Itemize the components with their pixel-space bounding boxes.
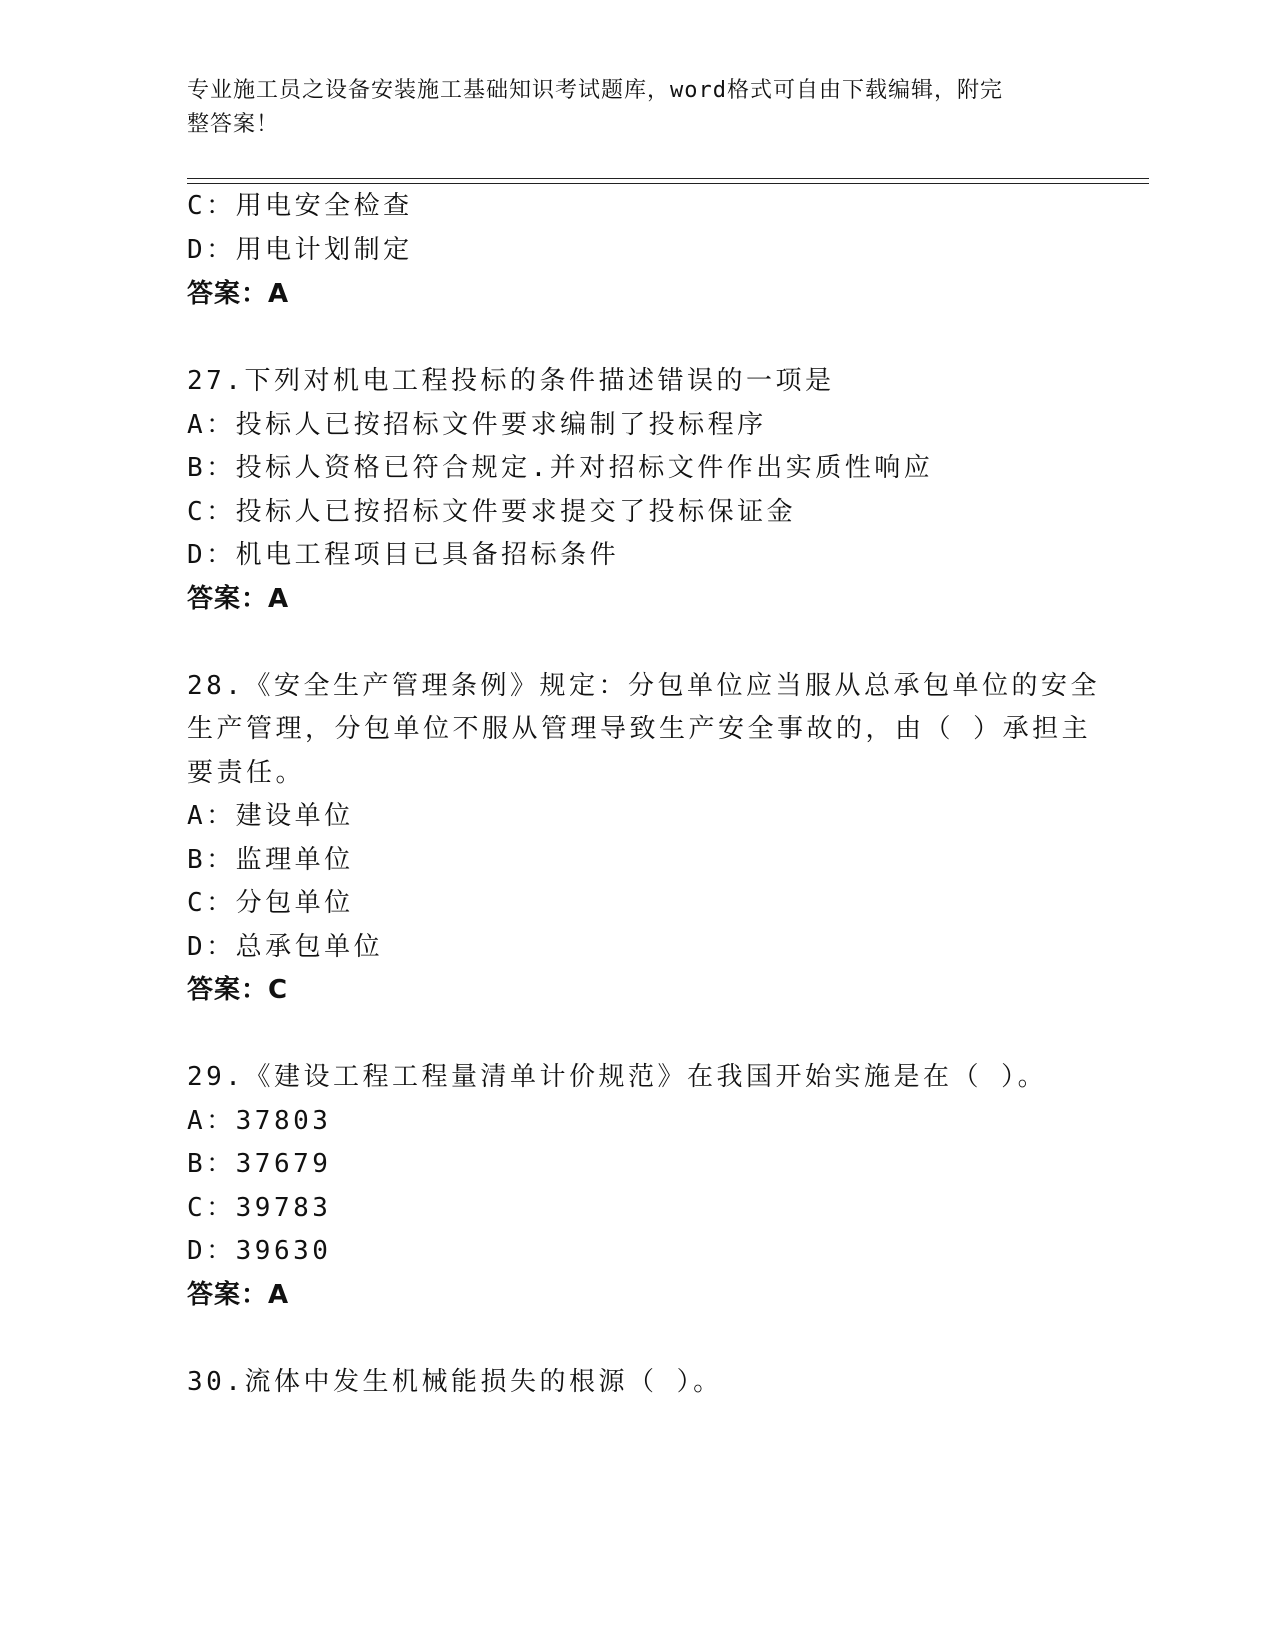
question-28-answer: 答案：C [187, 975, 289, 1005]
header-divider-bottom [187, 183, 1149, 184]
answer-line: 答案：A [187, 279, 290, 309]
question-29-option-b: B：37679 [187, 1149, 332, 1179]
question-28-option-a: A：建设单位 [187, 801, 354, 831]
question-29-stem: 29.《建设工程工程量清单计价规范》在我国开始实施是在（ ）。 [187, 1062, 1048, 1092]
question-29-option-a: A：37803 [187, 1106, 332, 1136]
header-line-1: 专业施工员之设备安装施工基础知识考试题库，word格式可自由下载编辑，附完 [187, 78, 1003, 103]
document-header [187, 74, 1067, 142]
question-27-option-c: C：投标人已按招标文件要求提交了投标保证金 [187, 497, 797, 527]
question-28-option-d: D：总承包单位 [187, 932, 384, 962]
question-29-answer: 答案：A [187, 1280, 290, 1310]
question-27-option-d: D：机电工程项目已具备招标条件 [187, 540, 620, 570]
question-29-option-d: D：39630 [187, 1236, 332, 1266]
question-27-option-b: B：投标人资格已符合规定.并对招标文件作出实质性响应 [187, 453, 934, 483]
question-28-stem-line-1: 28.《安全生产管理条例》规定：分包单位应当服从总承包单位的安全 [187, 671, 1100, 701]
question-30-stem: 30.流体中发生机械能损失的根源（ ）。 [187, 1367, 723, 1397]
option-c: C：用电安全检查 [187, 191, 413, 221]
question-29-option-c: C：39783 [187, 1193, 332, 1223]
question-28-option-c: C：分包单位 [187, 888, 354, 918]
option-d: D：用电计划制定 [187, 235, 413, 265]
question-28-stem-line-3: 要责任。 [187, 758, 306, 788]
question-27-answer: 答案：A [187, 584, 290, 614]
question-27-stem: 27.下列对机电工程投标的条件描述错误的一项是 [187, 366, 835, 396]
question-28-stem-line-2: 生产管理，分包单位不服从管理导致生产安全事故的，由（ ）承担主 [187, 714, 1092, 744]
header-divider-top [187, 178, 1149, 179]
question-27-option-a: A：投标人已按招标文件要求编制了投标程序 [187, 410, 767, 440]
header-line-2: 整答案！ [187, 112, 280, 137]
question-28-option-b: B：监理单位 [187, 845, 354, 875]
